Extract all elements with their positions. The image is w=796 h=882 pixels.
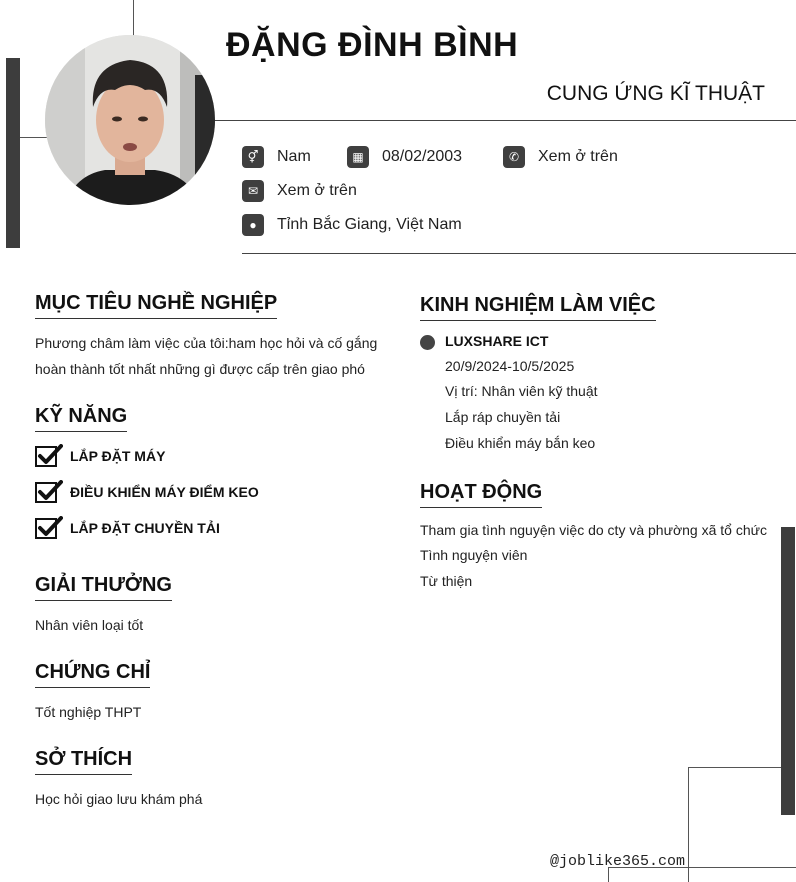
activities-line-1: Tham gia tình nguyện việc do cty và phường xã tổ chức [420, 522, 767, 538]
skills-title: KỸ NĂNG [35, 405, 127, 432]
gender-value: Nam [277, 148, 311, 165]
checkbox-checked-icon [35, 516, 63, 540]
decor-box-bottom [688, 767, 781, 882]
decor-bar-left [6, 58, 20, 248]
candidate-name: ĐẶNG ĐÌNH BÌNH [226, 26, 519, 64]
objective-line-2: hoàn thành tốt nhất những gì được cấp trên giao phó [35, 361, 365, 377]
gender-icon: ⚥ [242, 146, 264, 168]
checkbox-checked-icon [35, 444, 63, 468]
hobbies-title: SỞ THÍCH [35, 748, 132, 775]
info-divider [242, 253, 796, 254]
experience-task-2: Điều khiển máy bắn keo [445, 435, 596, 451]
activities-title: HOẠT ĐỘNG [420, 481, 542, 508]
certificates-text: Tốt nghiệp THPT [35, 704, 142, 720]
timeline-bullet [420, 335, 435, 350]
avatar-photo [45, 35, 215, 205]
experience-role: Vị trí: Nhân viên kỹ thuật [445, 383, 598, 399]
experience-task-1: Lắp ráp chuyền tải [445, 409, 561, 425]
info-birthday [347, 146, 462, 168]
address-value: Tỉnh Bắc Giang, Việt Nam [277, 216, 462, 233]
experience-company: LUXSHARE ICT [445, 333, 549, 349]
email-icon: ✉ [242, 180, 264, 202]
activities-line-3: Từ thiện [420, 573, 473, 589]
avatar [45, 35, 215, 205]
experience-period: 20/9/2024-10/5/2025 [445, 358, 575, 374]
calendar-icon: ▦ [347, 146, 369, 168]
awards-text: Nhân viên loại tốt [35, 617, 144, 633]
phone-value: Xem ở trên [538, 148, 618, 165]
skill-label: LẮP ĐẶT MÁY [70, 448, 166, 464]
birthday-value: 08/02/2003 [382, 148, 463, 165]
info-address [242, 214, 462, 236]
job-position: CUNG ỨNG KĨ THUẬT [546, 82, 765, 105]
email-value: Xem ở trên [277, 182, 357, 199]
hobbies-text: Học hỏi giao lưu khám phá [35, 791, 203, 807]
info-gender [242, 146, 311, 168]
header-divider [215, 120, 796, 121]
watermark: @joblike365.com [550, 853, 686, 870]
skill-label: ĐIỀU KHIỂN MÁY ĐIỂM KEO [70, 484, 259, 500]
objective-line-1: Phương châm làm việc của tôi:ham học hỏi và cố gắng [35, 335, 378, 351]
activities-line-2: Tình nguyện viên [420, 547, 528, 563]
checkbox-checked-icon [35, 480, 63, 504]
experience-title: KINH NGHIỆM LÀM VIỆC [420, 294, 656, 321]
skill-item-2 [35, 480, 259, 504]
objective-title: MỤC TIÊU NGHỀ NGHIỆP [35, 292, 277, 319]
info-phone [503, 146, 618, 168]
info-email [242, 180, 357, 202]
skill-item-3 [35, 516, 220, 540]
decor-line-left [20, 137, 50, 138]
decor-line-top [133, 0, 134, 36]
certificates-title: CHỨNG CHỈ [35, 661, 150, 688]
phone-icon: ✆ [503, 146, 525, 168]
skill-item-1 [35, 444, 165, 468]
location-icon: ● [242, 214, 264, 236]
decor-bar-right [781, 527, 795, 815]
skill-label: LẮP ĐẶT CHUYỀN TẢI [70, 520, 220, 536]
awards-title: GIẢI THƯỞNG [35, 574, 172, 601]
